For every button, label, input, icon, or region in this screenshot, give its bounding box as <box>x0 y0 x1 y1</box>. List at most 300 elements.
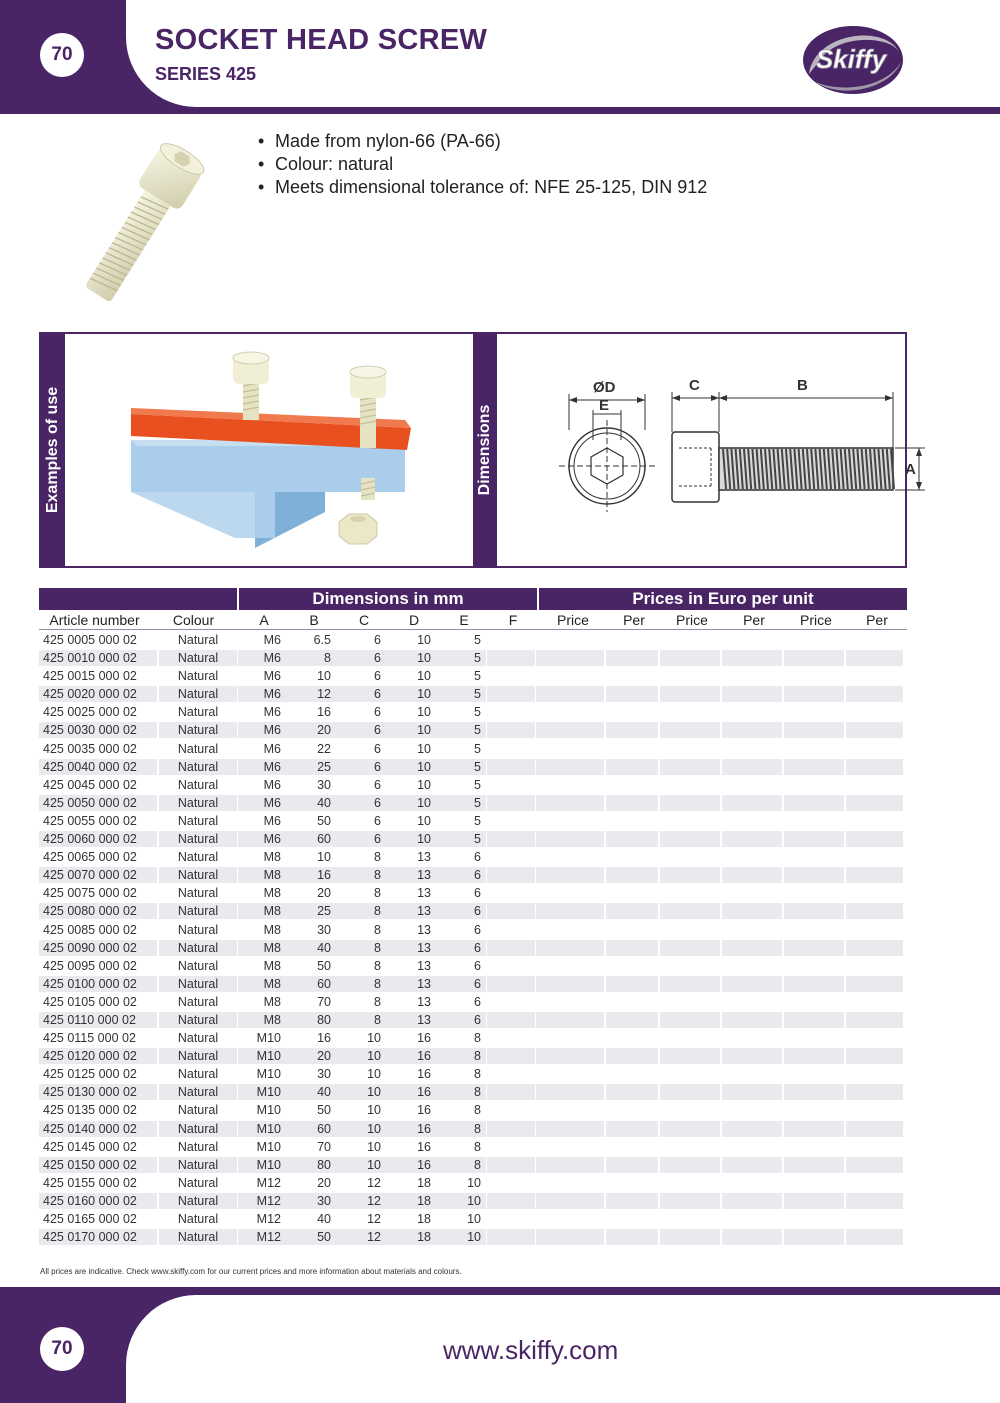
table-cell-bg <box>487 958 535 974</box>
cell-dim-c: 8 <box>374 940 381 955</box>
table-cell-bg <box>606 940 658 956</box>
cell-colour: Natural <box>177 1121 219 1136</box>
cell-dim-e: 6 <box>474 1012 481 1027</box>
cell-dim-b: 40 <box>317 795 331 810</box>
cell-dim-c: 10 <box>367 1085 381 1100</box>
cell-dim-e: 6 <box>474 850 481 865</box>
table-cell-bg <box>846 722 903 738</box>
table-cell-bg <box>784 885 844 901</box>
table-cell-bg <box>487 867 535 883</box>
table-cell-bg <box>606 1084 658 1100</box>
dimensions-tab <box>473 334 497 566</box>
cell-dim-b: 22 <box>317 741 331 756</box>
cell-dim-a: M8 <box>263 940 281 955</box>
table-cell-bg <box>846 940 903 956</box>
table-cell-bg <box>722 994 782 1010</box>
table-cell-bg <box>487 813 535 829</box>
table-cell-bg <box>660 1193 720 1209</box>
table-row <box>39 668 907 686</box>
cell-dim-e: 5 <box>474 705 481 720</box>
table-cell-bg <box>660 813 720 829</box>
dim-label-a: A <box>905 461 916 478</box>
cell-colour: Natural <box>177 922 219 937</box>
cell-dim-e: 6 <box>474 922 481 937</box>
table-cell-bg <box>606 831 658 847</box>
table-cell-bg <box>487 922 535 938</box>
cell-dim-d: 10 <box>417 687 431 702</box>
cell-dim-b: 30 <box>317 1193 331 1208</box>
cell-dim-b: 40 <box>317 1212 331 1226</box>
cell-dim-d: 16 <box>417 1121 431 1136</box>
cell-dim-e: 8 <box>474 1067 481 1082</box>
table-cell-bg <box>660 1084 720 1100</box>
table-cell-bg <box>846 903 903 919</box>
table-cell-bg <box>722 1012 782 1028</box>
cell-article-number: 425 0125 000 02 <box>43 1067 137 1082</box>
cell-dim-e: 5 <box>474 651 481 666</box>
cell-colour: Natural <box>177 741 219 756</box>
table-cell-bg <box>536 668 604 684</box>
table-row <box>39 1139 907 1157</box>
table-cell-bg <box>722 650 782 666</box>
cell-dim-c: 10 <box>367 1157 381 1172</box>
cell-colour: Natural <box>177 850 219 865</box>
table-cell-bg <box>606 1066 658 1082</box>
cell-dim-d: 16 <box>417 1031 431 1046</box>
table-row <box>39 1211 907 1229</box>
cell-colour: Natural <box>177 669 219 684</box>
col-header-f: F <box>489 610 537 629</box>
table-cell-bg <box>536 1229 604 1245</box>
table-cell-bg <box>606 1048 658 1064</box>
cell-dim-a: M8 <box>263 958 281 973</box>
cell-dim-d: 10 <box>417 705 431 720</box>
cell-dim-d: 13 <box>417 868 431 883</box>
table-row <box>39 1012 907 1030</box>
table-cell-bg <box>784 1229 844 1245</box>
table-row <box>39 1157 907 1175</box>
cell-article-number: 425 0095 000 02 <box>43 958 137 973</box>
table-cell-bg <box>487 759 535 775</box>
table-cell-bg <box>784 1012 844 1028</box>
cell-dim-b: 6.5 <box>313 633 331 647</box>
table-cell-bg <box>606 903 658 919</box>
table-cell-bg <box>660 1048 720 1064</box>
cell-dim-d: 16 <box>417 1085 431 1100</box>
cell-dim-e: 8 <box>474 1085 481 1100</box>
table-cell-bg <box>846 1066 903 1082</box>
cell-article-number: 425 0110 000 02 <box>43 1012 136 1027</box>
cell-article-number: 425 0045 000 02 <box>43 777 137 792</box>
table-cell-bg <box>660 994 720 1010</box>
cell-article-number: 425 0165 000 02 <box>43 1212 137 1226</box>
table-cell-bg <box>536 777 604 793</box>
cell-dim-a: M8 <box>263 1012 281 1027</box>
table-cell-bg <box>660 795 720 811</box>
cell-dim-c: 6 <box>374 687 381 702</box>
cell-dim-d: 10 <box>417 813 431 828</box>
table-cell-bg <box>722 668 782 684</box>
cell-dim-d: 13 <box>417 1012 431 1027</box>
table-cell-bg <box>846 686 903 702</box>
cell-dim-a: M6 <box>263 723 281 738</box>
table-cell-bg <box>606 632 658 648</box>
cell-article-number: 425 0080 000 02 <box>43 904 137 919</box>
table-cell-bg <box>660 1012 720 1028</box>
cell-dim-b: 25 <box>317 759 331 774</box>
table-cell-bg <box>722 1121 782 1137</box>
cell-dim-d: 13 <box>417 922 431 937</box>
table-cell-bg <box>536 1193 604 1209</box>
cell-dim-c: 8 <box>374 958 381 973</box>
table-cell-bg <box>784 1175 844 1191</box>
table-cell-bg <box>722 813 782 829</box>
cell-article-number: 425 0135 000 02 <box>43 1103 137 1118</box>
page-subtitle: SERIES 425 <box>155 64 257 84</box>
table-cell-bg <box>784 1121 844 1137</box>
table-row <box>39 632 907 650</box>
table-row <box>39 831 907 849</box>
cell-dim-b: 8 <box>324 651 331 666</box>
cell-dim-b: 12 <box>317 687 331 702</box>
cell-dim-c: 6 <box>374 777 381 792</box>
table-row <box>39 958 907 976</box>
cell-article-number: 425 0155 000 02 <box>43 1175 137 1190</box>
cell-dim-a: M6 <box>263 633 281 647</box>
cell-colour: Natural <box>177 633 219 647</box>
dim-label-d: ØD <box>593 379 616 396</box>
cell-article-number: 425 0130 000 02 <box>43 1085 137 1100</box>
table-cell-bg <box>606 686 658 702</box>
table-cell-bg <box>846 1229 903 1245</box>
table-cell-bg <box>487 1139 535 1155</box>
cell-dim-a: M10 <box>256 1085 281 1100</box>
table-row <box>39 1048 907 1066</box>
dimensions-diagram <box>539 370 916 520</box>
cell-dim-a: M6 <box>263 759 281 774</box>
table-row <box>39 849 907 867</box>
table-row <box>39 759 907 777</box>
col-header-a: A <box>239 610 289 629</box>
cell-dim-c: 6 <box>374 795 381 810</box>
table-cell-bg <box>784 903 844 919</box>
cell-dim-d: 18 <box>417 1193 431 1208</box>
table-cell-bg <box>606 1211 658 1227</box>
cell-article-number: 425 0070 000 02 <box>43 868 137 883</box>
website-url[interactable]: www.skiffy.com <box>443 1335 619 1365</box>
cell-dim-a: M6 <box>263 651 281 666</box>
table-cell-bg <box>606 1121 658 1137</box>
table-cell-bg <box>846 777 903 793</box>
cell-dim-e: 5 <box>474 741 481 756</box>
table-cell-bg <box>536 1157 604 1173</box>
cell-dim-a: M6 <box>263 795 281 810</box>
table-cell-bg <box>784 994 844 1010</box>
cell-article-number: 425 0100 000 02 <box>43 976 137 991</box>
cell-colour: Natural <box>177 813 219 828</box>
cell-dim-e: 5 <box>474 687 481 702</box>
cell-dim-a: M10 <box>256 1067 281 1082</box>
cell-article-number: 425 0025 000 02 <box>43 705 137 720</box>
table-cell-bg <box>660 958 720 974</box>
table-cell-bg <box>606 759 658 775</box>
cell-article-number: 425 0040 000 02 <box>43 759 137 774</box>
cell-dim-b: 30 <box>317 777 331 792</box>
table-cell-bg <box>487 1030 535 1046</box>
table-cell-bg <box>722 867 782 883</box>
cell-dim-b: 40 <box>317 1085 331 1100</box>
table-cell-bg <box>722 1193 782 1209</box>
table-cell-bg <box>784 759 844 775</box>
table-cell-bg <box>660 777 720 793</box>
table-cell-bg <box>784 940 844 956</box>
cell-dim-b: 20 <box>317 886 331 901</box>
table-cell-bg <box>606 704 658 720</box>
table-cell-bg <box>784 650 844 666</box>
cell-dim-b: 80 <box>317 1012 331 1027</box>
table-cell-bg <box>784 722 844 738</box>
table-cell-bg <box>846 813 903 829</box>
cell-dim-e: 5 <box>474 669 481 684</box>
table-cell-bg <box>784 867 844 883</box>
table-cell-bg <box>784 831 844 847</box>
cell-dim-a: M10 <box>256 1139 281 1154</box>
cell-article-number: 425 0005 000 02 <box>43 633 137 647</box>
cell-dim-c: 12 <box>367 1175 381 1190</box>
cell-dim-e: 6 <box>474 940 481 955</box>
table-row <box>39 1030 907 1048</box>
cell-dim-e: 8 <box>474 1139 481 1154</box>
table-cell-bg <box>722 849 782 865</box>
table-cell-bg <box>536 885 604 901</box>
cell-dim-c: 6 <box>374 759 381 774</box>
cell-dim-a: M8 <box>263 886 281 901</box>
table-cell-bg <box>606 976 658 992</box>
table-cell-bg <box>536 1030 604 1046</box>
cell-dim-d: 10 <box>417 651 431 666</box>
col-header-price-3: Price <box>785 610 847 629</box>
cell-article-number: 425 0090 000 02 <box>43 940 137 955</box>
cell-dim-e: 8 <box>474 1121 481 1136</box>
cell-dim-c: 10 <box>367 1139 381 1154</box>
cell-dim-c: 8 <box>374 886 381 901</box>
table-cell-bg <box>606 1139 658 1155</box>
table-cell-bg <box>846 1030 903 1046</box>
cell-dim-c: 6 <box>374 669 381 684</box>
cell-dim-b: 25 <box>317 904 331 919</box>
table-row <box>39 1084 907 1102</box>
cell-dim-a: M10 <box>256 1031 281 1046</box>
table-cell-bg <box>660 1030 720 1046</box>
table-cell-bg <box>722 831 782 847</box>
cell-dim-a: M10 <box>256 1157 281 1172</box>
table-cell-bg <box>606 1012 658 1028</box>
table-cell-bg <box>722 940 782 956</box>
cell-dim-d: 13 <box>417 976 431 991</box>
table-cell-bg <box>536 940 604 956</box>
table-cell-bg <box>536 831 604 847</box>
table-cell-bg <box>846 885 903 901</box>
table-cell-bg <box>660 1139 720 1155</box>
table-cell-bg <box>846 704 903 720</box>
table-cell-bg <box>660 849 720 865</box>
cell-dim-d: 13 <box>417 994 431 1009</box>
cell-dim-d: 16 <box>417 1139 431 1154</box>
table-cell-bg <box>487 940 535 956</box>
col-header-b: B <box>289 610 339 629</box>
table-cell-bg <box>846 632 903 648</box>
dim-label-c: C <box>689 377 700 394</box>
col-header-per-2: Per <box>723 610 785 629</box>
table-row <box>39 722 907 740</box>
cell-dim-d: 13 <box>417 904 431 919</box>
cell-colour: Natural <box>177 1230 219 1245</box>
table-cell-bg <box>722 922 782 938</box>
cell-dim-a: M12 <box>256 1230 281 1245</box>
table-cell-bg <box>846 759 903 775</box>
cell-dim-b: 50 <box>317 813 331 828</box>
table-cell-bg <box>722 1102 782 1118</box>
cell-article-number: 425 0055 000 02 <box>43 813 137 828</box>
table-cell-bg <box>660 1211 720 1227</box>
table-row <box>39 976 907 994</box>
table-row <box>39 1066 907 1084</box>
cell-dim-b: 60 <box>317 976 331 991</box>
table-cell-bg <box>846 795 903 811</box>
cell-colour: Natural <box>177 1067 219 1082</box>
cell-dim-a: M10 <box>256 1103 281 1118</box>
table-row <box>39 903 907 921</box>
table-cell-bg <box>722 1030 782 1046</box>
table-cell-bg <box>536 1139 604 1155</box>
table-cell-bg <box>722 1157 782 1173</box>
cell-dim-b: 10 <box>317 669 331 684</box>
table-row <box>39 741 907 759</box>
feature-item: • Made from nylon-66 (PA-66) <box>258 130 707 153</box>
table-row <box>39 777 907 795</box>
table-cell-bg <box>536 1175 604 1191</box>
table-row <box>39 885 907 903</box>
table-cell-bg <box>660 1102 720 1118</box>
cell-colour: Natural <box>177 759 219 774</box>
cell-dim-c: 8 <box>374 868 381 883</box>
cell-dim-e: 6 <box>474 976 481 991</box>
cell-dim-a: M6 <box>263 777 281 792</box>
table-cell-bg <box>606 1175 658 1191</box>
table-cell-bg <box>784 813 844 829</box>
table-cell-bg <box>784 795 844 811</box>
cell-article-number: 425 0015 000 02 <box>43 669 137 684</box>
examples-of-use-tab <box>41 334 65 566</box>
table-cell-bg <box>722 903 782 919</box>
feature-list <box>258 130 707 199</box>
cell-article-number: 425 0145 000 02 <box>43 1139 137 1154</box>
table-cell-bg <box>722 1229 782 1245</box>
dimensions-label: Dimensions <box>476 404 493 496</box>
table-cell-bg <box>784 1139 844 1155</box>
group-header-prices: Prices in Euro per unit <box>539 588 907 610</box>
table-cell-bg <box>784 741 844 757</box>
cell-colour: Natural <box>177 723 219 738</box>
table-cell-bg <box>487 994 535 1010</box>
table-cell-bg <box>606 668 658 684</box>
col-header-d: D <box>389 610 439 629</box>
table-cell-bg <box>846 849 903 865</box>
table-cell-bg <box>846 741 903 757</box>
cell-colour: Natural <box>177 976 219 991</box>
table-cell-bg <box>487 1175 535 1191</box>
cell-colour: Natural <box>177 904 219 919</box>
cell-dim-c: 8 <box>374 994 381 1009</box>
cell-dim-c: 6 <box>374 741 381 756</box>
table-cell-bg <box>722 686 782 702</box>
cell-dim-e: 6 <box>474 868 481 883</box>
table-cell-bg <box>722 777 782 793</box>
cell-article-number: 425 0050 000 02 <box>43 795 137 810</box>
col-header-e: E <box>439 610 489 629</box>
table-cell-bg <box>784 1030 844 1046</box>
table-cell-bg <box>536 722 604 738</box>
table-cell-bg <box>536 849 604 865</box>
table-cell-bg <box>606 722 658 738</box>
cell-dim-b: 50 <box>317 1230 331 1245</box>
group-header-dimensions: Dimensions in mm <box>239 588 537 610</box>
table-cell-bg <box>536 1066 604 1082</box>
page-title: SOCKET HEAD SCREW <box>155 24 488 56</box>
table-cell-bg <box>536 795 604 811</box>
cell-dim-d: 10 <box>417 669 431 684</box>
cell-dim-a: M6 <box>263 832 281 847</box>
table-cell-bg <box>660 1229 720 1245</box>
table-cell-bg <box>660 686 720 702</box>
cell-dim-e: 5 <box>474 795 481 810</box>
table-cell-bg <box>846 1048 903 1064</box>
cell-colour: Natural <box>177 795 219 810</box>
table-cell-bg <box>660 940 720 956</box>
table-cell-bg <box>606 867 658 883</box>
cell-article-number: 425 0020 000 02 <box>43 687 137 702</box>
cell-article-number: 425 0105 000 02 <box>43 994 137 1009</box>
table-cell-bg <box>487 1012 535 1028</box>
cell-dim-a: M6 <box>263 705 281 720</box>
table-cell-bg <box>536 632 604 648</box>
cell-colour: Natural <box>177 1193 219 1208</box>
table-row <box>39 795 907 813</box>
cell-dim-c: 8 <box>374 850 381 865</box>
table-cell-bg <box>722 885 782 901</box>
table-body <box>39 632 907 1247</box>
table-cell-bg <box>784 1102 844 1118</box>
table-cell-bg <box>846 994 903 1010</box>
table-cell-bg <box>660 704 720 720</box>
cell-dim-b: 16 <box>317 868 331 883</box>
table-cell-bg <box>784 1157 844 1173</box>
cell-dim-e: 5 <box>474 777 481 792</box>
cell-article-number: 425 0120 000 02 <box>43 1049 137 1064</box>
table-row <box>39 867 907 885</box>
cell-article-number: 425 0065 000 02 <box>43 850 137 865</box>
table-row <box>39 704 907 722</box>
cell-colour: Natural <box>177 1103 219 1118</box>
cell-dim-e: 6 <box>474 904 481 919</box>
table-cell-bg <box>536 741 604 757</box>
cell-colour: Natural <box>177 832 219 847</box>
cell-dim-e: 5 <box>474 759 481 774</box>
cell-dim-c: 6 <box>374 832 381 847</box>
table-cell-bg <box>536 1211 604 1227</box>
example-of-use-illustration <box>105 342 485 564</box>
cell-article-number: 425 0010 000 02 <box>43 651 137 666</box>
